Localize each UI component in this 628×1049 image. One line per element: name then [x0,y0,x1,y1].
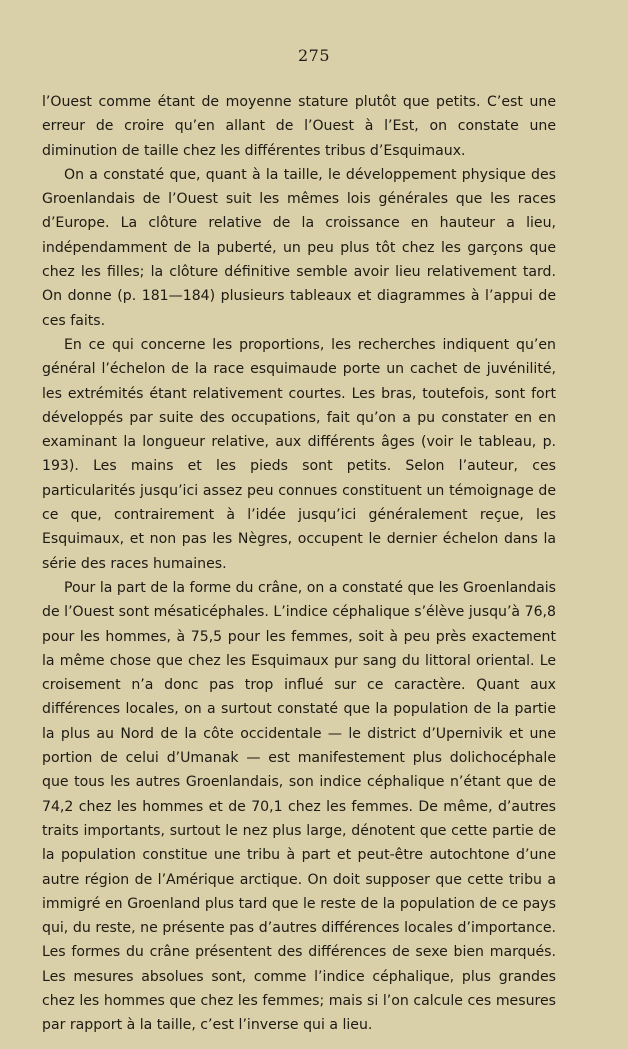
paragraph-4: Pour la part de la forme du crâne, on a constaté que les Groenlandais de l’Ouest sont mésaticéphales. L’indice céphalique s’élève jusqu’à 76,8 pour les hommes, à 75,5 pour les femmes, soit à peu près exactement la même chose que chez les Esquimaux pur sang du littoral oriental. Le croisement n’a donc pas trop influé sur ce caractère. Quant aux différences locales, on a surtout constaté que la population de la partie la plus au Nord de la côte occidentale — le district d’Upernivik et une portion de celui d’Umanak — est manifestement plus dolichocéphale que tous les autres Groenlandais, son indice céphalique n’étant que de 74,2 chez les hommes et de 70,1 chez les femmes. De même, d’autres traits importants, surtout le nez plus large, dénotent que cette partie de la population constitue une tribu à part et peut-être autochtone d’une autre région de l’Amérique arctique. On doit supposer que cette tribu a immigré en Groenland plus tard que le reste de la population de ce pays qui, du reste, ne présente pas d’autres différences locales d’importance. Les formes du crâne présentent des différences de sexe bien marqués. Les mesures absolues sont, comme l’indice céphalique, plus grandes chez les hommes que chez les femmes; mais si l’on calcule ces mesures par rapport à la taille, c’est l’inverse qui a lieu. [42,579,556,1034]
paragraph-1: l’Ouest comme étant de moyenne stature plutôt que petits. C’est une erreur de croire qu’en allant de l’Ouest à l’Est, on constate une diminution de taille chez les différentes tribus d’Esquimaux. [42,94,556,159]
page-number: 275 [297,46,331,65]
paragraph-3: En ce qui concerne les proportions, les recherches indiquent qu’en général l’échelon de la race esquimaude porte un cachet de juvénilité, les extrémités étant relativement courtes. Les bras, toutefois, sont fort développés par suite des occupations, fait qu’on a pu constater en en examinant la longueur relative, aux différents âges (voir le tableau, p. 193). Les mains et les pieds sont petits. Selon l’auteur, ces particularités jusqu’ici assez peu connues constituent un témoignage de ce que, contrairement à l’idée jusqu’ici généralement reçue, les Esquimaux, et non pas les Nègres, occupent le dernier échelon dans la série des races humaines. [42,336,556,572]
paragraph-2: On a constaté que, quant à la taille, le développement physique des Groenlandais de l’Ouest suit les mêmes lois générales que les races d’Europe. La clôture relative de la croissance en hauteur a lieu, indépendamment de la puberté, un peu plus tôt chez les garçons que chez les filles; la clôture définitive semble avoir lieu relativement tard. On donne (p. 181—184) plusieurs tableaux et diagrammes à l’appui de ces faits. [42,166,556,329]
body-text [42,90,556,1038]
